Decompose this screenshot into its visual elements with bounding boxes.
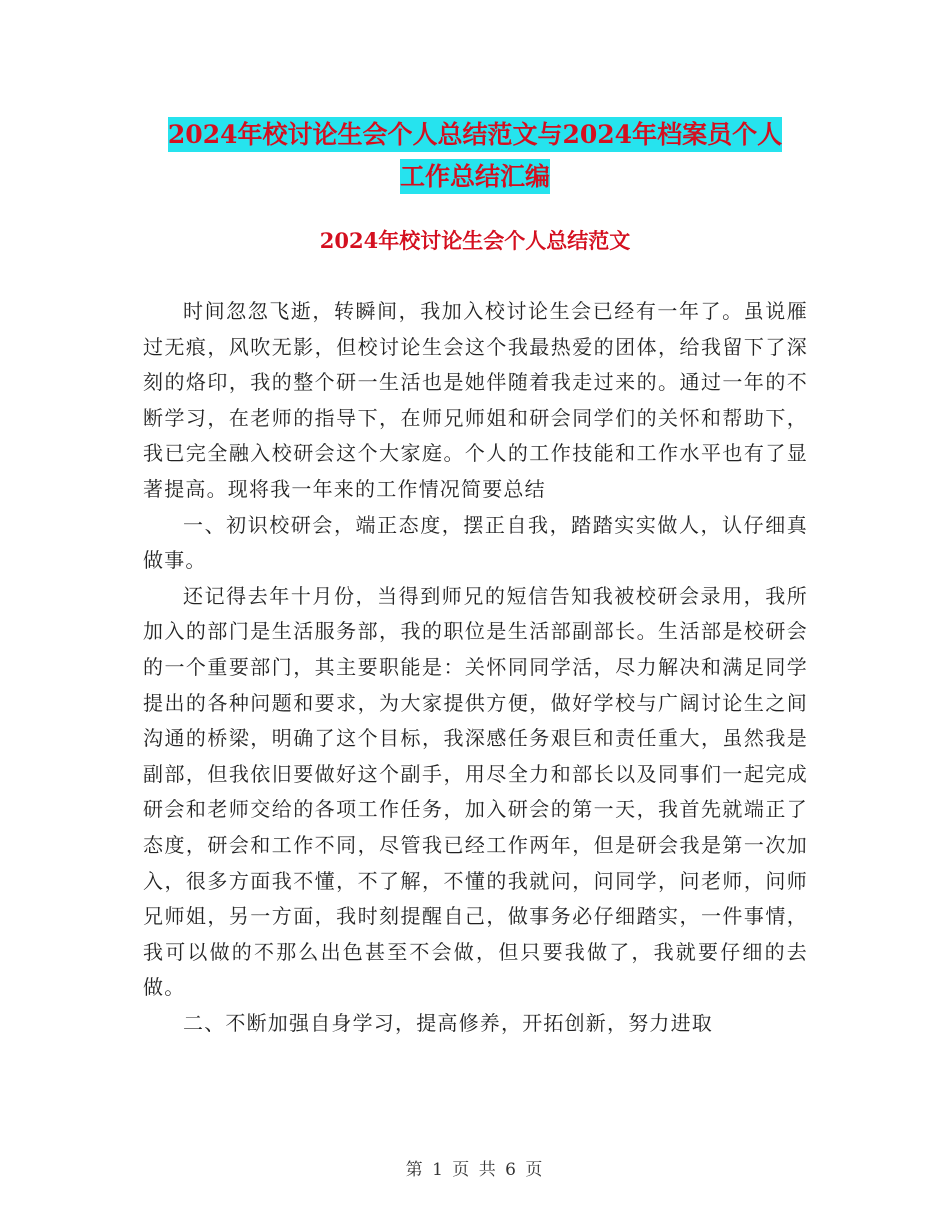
paragraph: 时间忽忽飞逝，转瞬间，我加入校讨论生会已经有一年了。虽说雁过无痕，风吹无影，但校讨论生会这个我最热爱的团体，给我留下了深刻的烙印，我的整个研一生活也是她伴随着我走过来的。通过一年的不断学习，在老师的指导下，在师兄师姐和研会同学们的关怀和帮助下，我已完全融入校研会这个大家庭。个人的工作技能和工作水平也有了显著提高。现将我一年来的工作情况简要总结 bbox=[143, 299, 808, 501]
page-number-footer: 第 1 页 共 6 页 bbox=[405, 1160, 545, 1180]
document-title-line-1: 2024年校讨论生会个人总结范文与2024年档案员个人 bbox=[0, 115, 950, 151]
paragraph: 还记得去年十月份，当得到师兄的短信告知我被校研会录用，我所加入的部门是生活服务部，我的职位是生活部副部长。生活部是校研会的一个重要部门，其主要职能是：关怀同同学活，尽力解决和满足同学提出的各种问题和要求，为大家提供方便，做好学校与广阔讨论生之间沟通的桥梁，明确了这个目标，我深感任务艰巨和责任重大，虽然我是副部，但我依旧要做好这个副手，用尽全力和部长以及同事们一起完成研会和老师交给的各项工作任务，加入研会的第一天，我首先就端正了态度，研会和工作不同，尽管我已经工作两年，但是研会我是第一次加入，很多方面我不懂，不了解，不懂的我就问，问同学，问老师，问师兄师姐，另一方面，我时刻提醒自己，做事务必仔细踏实，一件事情，我可以做的不那么出色甚至不会做，但只要我做了，我就要仔细的去做。 bbox=[143, 583, 808, 1000]
document-title-line-2: 工作总结汇编 bbox=[0, 157, 950, 193]
paragraph: 一、初识校研会，端正态度，摆正自我，踏踏实实做人，认仔细真做事。 bbox=[143, 512, 808, 573]
document-body bbox=[143, 294, 808, 1041]
paragraph: 二、不断加强自身学习，提高修养，开拓创新，努力进取 bbox=[183, 1010, 713, 1035]
section-title: 2024年校讨论生会个人总结范文 bbox=[319, 228, 631, 253]
